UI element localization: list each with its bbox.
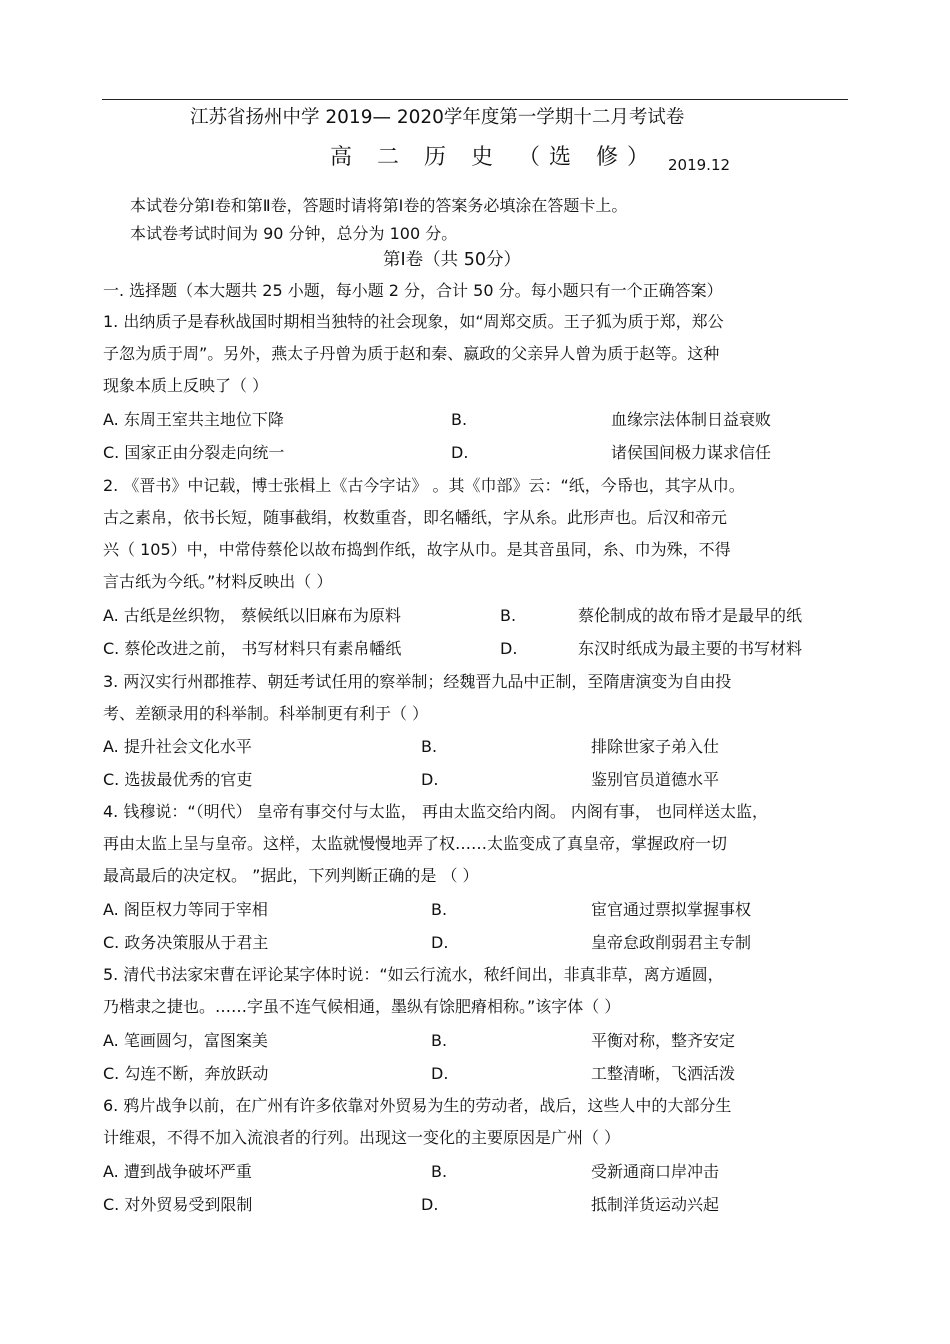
question-2-stem: 2. 《晋书》中记载，博士张楫上《古今字诂》 。其《巾部》云：“纸，今帋也，其字从巾。	[103, 476, 745, 495]
q3-option-b-label: B.	[421, 737, 438, 756]
q5-option-b-label: B.	[431, 1031, 448, 1050]
section-title: 第Ⅰ卷（共 50分）	[383, 250, 521, 270]
question-3-stem: 考、差额录用的科举制。科举制更有利于（ ）	[103, 704, 429, 723]
q1-option-a: A. 东周王室共主地位下降	[103, 410, 284, 429]
q2-option-d-label: D.	[500, 639, 518, 658]
question-2-stem: 言古纸为今纸。”材料反映出（ ）	[103, 572, 333, 591]
q2-option-c: C. 蔡伦改进之前， 书写材料只有素帛幡纸	[103, 639, 402, 658]
q6-option-a: A. 遭到战争破坏严重	[103, 1162, 252, 1181]
question-2-stem: 兴（ 105）中，中常侍蔡伦以故布捣剉作纸，故字从巾。是其音虽同，糸、巾为殊，不得	[103, 540, 731, 559]
question-4-stem: 再由太监上呈与皇帝。这样，太监就慢慢地弄了权……太监变成了真皇帝，掌握政府一切	[103, 834, 728, 853]
q3-option-d-label: D.	[421, 770, 439, 789]
q2-option-a: A. 古纸是丝织物， 蔡候纸以旧麻布为原料	[103, 606, 401, 625]
q4-option-b-label: B.	[431, 900, 448, 919]
question-2-stem: 古之素帛，依书长短，随事截绢，枚数重沓，即名幡纸，字从糸。此形声也。后汉和帝元	[103, 508, 728, 527]
instruction-line: 本试卷分第Ⅰ卷和第Ⅱ卷，答题时请将第Ⅰ卷的答案务必填涂在答题卡上。	[130, 196, 628, 215]
school-title: 江苏省扬州中学 2019— 2020学年度第一学期十二月考试卷	[190, 107, 685, 128]
question-1-stem: 现象本质上反映了（ ）	[103, 376, 269, 395]
q2-option-b-label: B.	[500, 606, 517, 625]
q1-option-b-label: B.	[451, 410, 468, 429]
subject-title: 高 二 历 史 （选 修）	[330, 145, 658, 170]
q3-option-b: 排除世家子弟入仕	[591, 737, 720, 756]
q2-option-b: 蔡伦制成的故布帋才是最早的纸	[578, 606, 803, 625]
q6-option-d-label: D.	[421, 1195, 439, 1214]
question-5-stem: 乃楷隶之捷也。……字虽不连气候相通，墨纵有馀肥瘠相称。”该字体（ ）	[103, 997, 621, 1016]
question-6-stem: 6. 鸦片战争以前，在广州有许多依靠对外贸易为生的劳动者，战后，这些人中的大部分生	[103, 1096, 732, 1115]
q3-option-c: C. 选拔最优秀的官吏	[103, 770, 253, 789]
q4-option-b: 宦官通过票拟掌握事权	[591, 900, 752, 919]
q4-option-d-label: D.	[431, 933, 449, 952]
q1-option-c: C. 国家正由分裂走向统一	[103, 443, 285, 462]
q5-option-d: 工整清晰，飞洒活泼	[591, 1064, 736, 1083]
q5-option-a: A. 笔画圆匀，富图案美	[103, 1031, 268, 1050]
question-6-stem: 计维艰，不得不加入流浪者的行列。出现这一变化的主要原因是广州（ ）	[103, 1128, 621, 1147]
q3-option-d: 鉴别官员道德水平	[591, 770, 720, 789]
question-1-stem: 子忽为质于周”。另外，燕太子丹曾为质于赵和秦、嬴政的父亲异人曾为质于赵等。这种	[103, 344, 720, 363]
q5-option-c: C. 勾连不断，奔放跃动	[103, 1064, 269, 1083]
q2-option-d: 东汉时纸成为最主要的书写材料	[578, 639, 803, 658]
q5-option-b: 平衡对称，整齐安定	[591, 1031, 736, 1050]
exam-date: 2019.12	[668, 156, 731, 174]
q4-option-d: 皇帝怠政削弱君主专制	[591, 933, 752, 952]
header-rule	[102, 99, 848, 100]
question-4-stem: 4. 钱穆说：“（明代） 皇帝有事交付与太监， 再由太监交给内阁。 内阁有事， 也同样送太监，	[103, 802, 768, 821]
section-intro: 一. 选择题（本大题共 25 小题，每小题 2 分，合计 50 分。每小题只有一个正确答案）	[103, 281, 723, 300]
q6-option-c: C. 对外贸易受到限制	[103, 1195, 253, 1214]
question-4-stem: 最高最后的决定权。 ”据此，下列判断正确的是 （ ）	[103, 866, 479, 885]
q5-option-d-label: D.	[431, 1064, 449, 1083]
question-3-stem: 3. 两汉实行州郡推荐、朝廷考试任用的察举制；经魏晋九品中正制，至隋唐演变为自由投	[103, 672, 732, 691]
q1-option-d-label: D.	[451, 443, 469, 462]
question-1-stem: 1. 出纳质子是春秋战国时期相当独特的社会现象，如“周郑交质。王子狐为质于郑，郑公	[103, 312, 724, 331]
instruction-line: 本试卷考试时间为 90 分钟，总分为 100 分。	[130, 224, 458, 243]
q6-option-b: 受新通商口岸冲击	[591, 1162, 720, 1181]
q4-option-c: C. 政务决策服从于君主	[103, 933, 269, 952]
q3-option-a: A. 提升社会文化水平	[103, 737, 252, 756]
q6-option-b-label: B.	[431, 1162, 448, 1181]
q4-option-a: A. 阁臣权力等同于宰相	[103, 900, 268, 919]
q1-option-b: 血缘宗法体制日益衰败	[611, 410, 772, 429]
q6-option-d: 抵制洋货运动兴起	[591, 1195, 720, 1214]
q1-option-d: 诸侯国间极力谋求信任	[611, 443, 772, 462]
question-5-stem: 5. 清代书法家宋曹在评论某字体时说：“如云行流水，秾纤间出，非真非草，离方遁圆，	[103, 965, 724, 984]
